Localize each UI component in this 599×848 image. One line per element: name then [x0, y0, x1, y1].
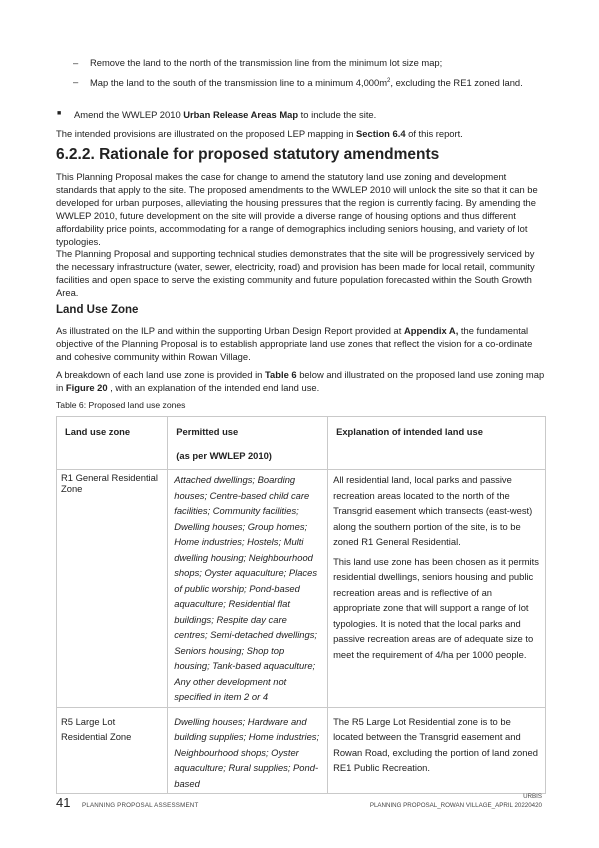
footer-company: URBIS: [523, 793, 542, 800]
zone-cell: R5 Large Lot Residential Zone: [57, 707, 168, 794]
list-item-text: Amend the WWLEP 2010 Urban Release Areas Map to include the site.: [74, 109, 377, 120]
section-paragraph-2: The Planning Proposal and supporting technical studies demonstrates that the site will be progressively serviced by the necessary infrastructure (water, sewer, electricity, road) and provision has been made for local retail, community facilities and open space to serve the existing community and future population forecasted within the South Growth Area.: [56, 248, 535, 298]
explanation-cell: All residential land, local parks and passive recreation areas located to the north of the Transgrid easement which transects (east-west) along the southern portion of the site, is to be zoned R1 General Residential. This land use zone has been chosen as it permits residential dwellings, seniors housing and public recreation areas and is reflective of an appropriate zone that will support a range of lot typologies. It is noted that the local parks and passive recreation areas are of adequate size to meet the requirement of 4/ha per 1000 people.: [328, 470, 546, 708]
table-header-row: [57, 417, 546, 470]
section-heading: 6.2.2. Rationale for proposed statutory amendments: [56, 146, 440, 163]
explanation-cell: The R5 Large Lot Residential zone is to be located between the Transgrid easement and Rowan Road, excluding the portion of land zoned RE1 Public Recreation.: [328, 707, 546, 794]
header-zone: Land use zone: [57, 417, 168, 470]
header-permitted: Permitted use (as per WWLEP 2010): [168, 417, 328, 470]
bullet-marker: ■: [57, 110, 62, 117]
page-number: 41: [56, 795, 71, 810]
dash-marker: –: [73, 76, 79, 87]
intro-paragraph: The intended provisions are illustrated on the proposed LEP mapping in Section 6.4 of this report.: [56, 128, 463, 139]
permitted-cell: Dwelling houses; Hardware and building supplies; Home industries; Neighbourhood shops; Oyster aquaculture; Rural supplies; Pond-based: [168, 707, 328, 794]
land-use-paragraph-1: As illustrated on the ILP and within the supporting Urban Design Report provided at Appendix A, the fundamental objective of the Planning Proposal is to establish appropriate land use zones that reflect the vision for a co-ordinate and cohesive community within Rowan Village.: [56, 325, 533, 362]
table-caption: Table 6: Proposed land use zones: [56, 400, 186, 410]
subsection-heading: Land Use Zone: [56, 304, 139, 316]
footer-document-ref: PLANNING PROPOSAL_ROWAN VILLAGE_APRIL 20220420: [369, 802, 542, 809]
footer-left-label: PLANNING PROPOSAL ASSESSMENT: [82, 802, 199, 809]
table-row: [57, 707, 546, 794]
header-explanation: Explanation of intended land use: [328, 417, 546, 470]
dash-marker: –: [73, 57, 79, 68]
land-use-table: [56, 416, 546, 794]
section-paragraph-1: This Planning Proposal makes the case for change to amend the statutory land use zoning and development standards that apply to the site. The proposed amendments to the WWLEP 2010 will unlock the site so that it can be developed for urban purposes, alleviating the housing pressures that the region is currently facing. By amending the WWLEP 2010, future development on the site will provide a diverse range of housing options and thus different affordability price points, accommodating for a range of demographics including seniors housing, and variety of lot typologies.: [56, 171, 538, 247]
zone-cell: R1 General Residential Zone: [57, 470, 168, 708]
list-item-text: Remove the land to the north of the transmission line from the minimum lot size map;: [90, 57, 443, 68]
land-use-paragraph-2: A breakdown of each land use zone is provided in Table 6 below and illustrated on the proposed land use zoning map in Figure 20 , with an explanation of the intended end land use.: [56, 369, 545, 393]
table-row: [57, 470, 546, 708]
list-item-text: Map the land to the south of the transmission line to a minimum $4,000m^2$, excluding the RE1 zoned land.: [90, 77, 523, 89]
permitted-cell: Attached dwellings; Boarding houses; Centre-based child care facilities; Community facilities; Dwelling houses; Group homes; Home industries; Hostels; Multi dwelling housing; Neighbourhood shops; Oyster aquaculture; Places of public worship; Pond-based aquaculture; Residential flat buildings; Respite day care centres; Semi-detached dwellings; Seniors housing; Shop top housing; Tank-based aquaculture; Any other development not specified in item 2 or 4: [168, 470, 328, 708]
